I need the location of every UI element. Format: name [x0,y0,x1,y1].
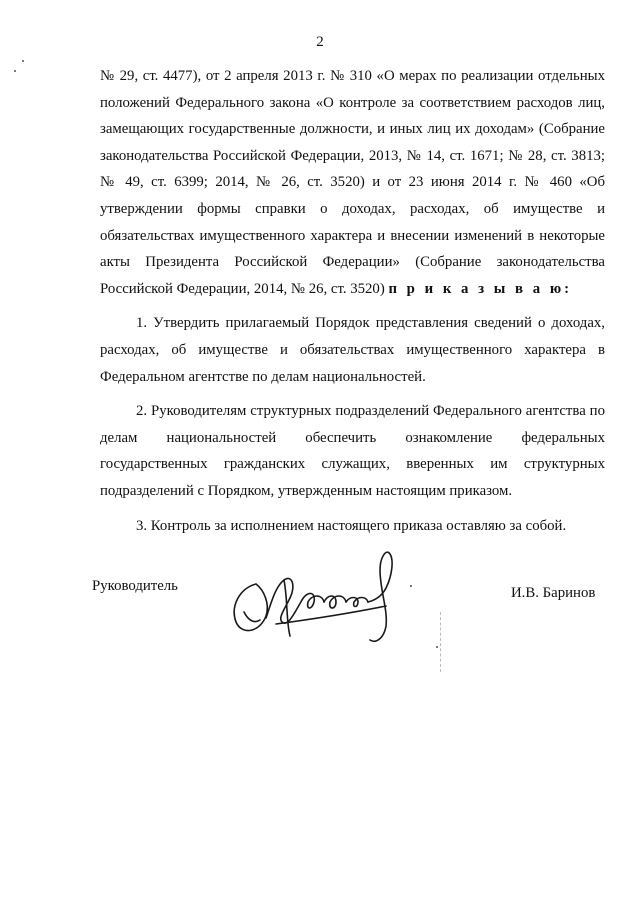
page-number: 2 [316,34,324,50]
intro-paragraph [100,63,605,302]
signatory-title: Руководитель [92,578,178,594]
order-word: п р и к а з ы в а ю: [388,280,573,297]
item-3: 3. Контроль за исполнением настоящего приказа оставляю за собой. [136,517,567,534]
document-body [100,63,605,539]
scan-artifact-line [440,612,442,672]
item-2: 2. Руководителям структурных подразделений Федерального агентства по делам национальностей обеспечить ознакомление федеральных государственных гражданских служащих, вверенных им структурных подразделений с Порядком, утвержденным настоящим приказом. [100,403,605,499]
item-1: 1. Утвердить прилагаемый Порядок представления сведений о доходах, расходах, об имуществе и обязательствах имущественного характера в Федеральном агентстве по делам национальностей. [100,315,605,385]
signatory-name: И.В. Баринов [511,585,596,601]
intro-text: № 29, ст. 4477), от 2 апреля 2013 г. № 310 «О мерах по реализации отдельных положений Федерального закона «О контроле за соответствием расходов лиц, замещающих государственные должности, и иных лиц их доходам» (Собрание законодательства Российской Федерации, 2013, № 14, ст. 1671; № 28, ст. 3813; № 49, ст. 6399; 2014, № 26, ст. 3520) и от 23 июня 2014 г. № 460 «Об утверждении формы справки о доходах, расходах, об имуществе и обязательствах имущественного характера и внесении изменений в некоторые акты Президента Российской Федерации» (Собрание законодательства Российской Федерации, 2014, № 26, ст. 3520) [100,68,605,297]
handwritten-signature [226,540,416,655]
